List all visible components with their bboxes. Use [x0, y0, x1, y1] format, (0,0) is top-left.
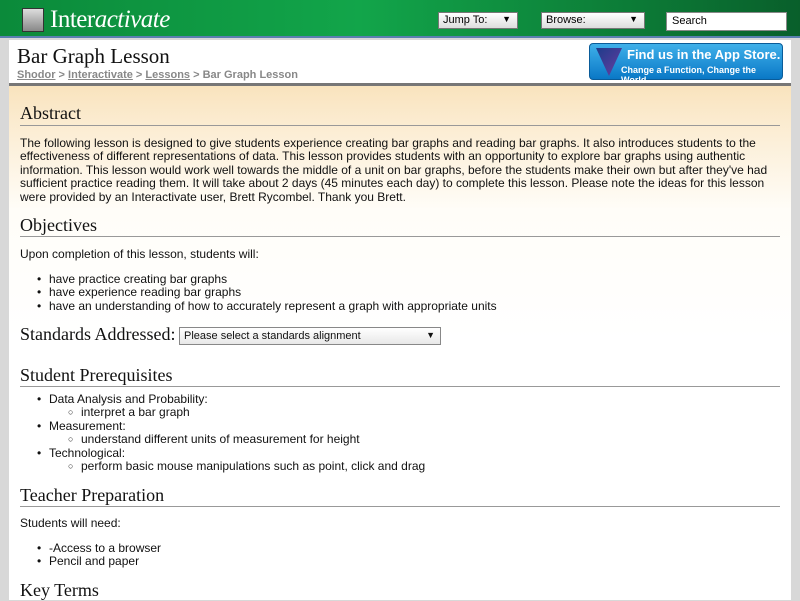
- search-input[interactable]: Search: [666, 12, 787, 31]
- sub-item: ○ understand different units of measurement for height: [81, 433, 425, 446]
- page-title: Bar Graph Lesson: [17, 44, 170, 68]
- list-item: • -Access to a browser: [49, 542, 161, 555]
- breadcrumb-shodor[interactable]: Shodor: [17, 69, 56, 81]
- dropdown-arrow-icon: ▼: [502, 14, 511, 24]
- divider: [20, 125, 780, 126]
- app-store-banner[interactable]: Find us in the App Store. Change a Function, Change the World: [589, 43, 783, 80]
- objectives-intro: Upon completion of this lesson, students will:: [20, 247, 259, 261]
- prep-intro: Students will need:: [20, 516, 121, 530]
- standards-select[interactable]: Please select a standards alignment ▼: [179, 327, 441, 345]
- standards-heading: Standards Addressed:: [20, 324, 176, 344]
- objectives-list: [49, 273, 497, 313]
- breadcrumb-lessons[interactable]: Lessons: [145, 69, 191, 81]
- objectives-heading: Objectives: [20, 215, 97, 235]
- abstract-text: The following lesson is designed to give students experience creating bar graphs and reading bar graphs. It also introduces students to the effectiveness of different representations of data. This lesson provides students with an opportunity to explore bar graphs using authentic information. This lesson would work well towards the middle of a unit on bar graphs, before the students make their own but after they've had sufficient practice reading them. It will take about 2 days (45 minutes each day) to complete this lesson. Please note the ideas for this lesson were provided by an Interactivate user, Brett Rycombel. Thank you Brett.: [20, 136, 768, 204]
- title-bar: [9, 40, 791, 86]
- list-item: • have experience reading bar graphs: [49, 286, 497, 299]
- prerequisites-heading: Student Prerequisites: [20, 365, 173, 385]
- divider: [20, 506, 780, 507]
- list-item: • Data Analysis and Probability: ○ interpret a bar graph: [49, 393, 425, 420]
- list-item: • have practice creating bar graphs: [49, 273, 497, 286]
- list-item: • Measurement: ○ understand different units of measurement for height: [49, 420, 425, 447]
- shodor-logo-icon: [596, 48, 622, 76]
- list-item: • have an understanding of how to accurately represent a graph with appropriate units: [49, 300, 497, 313]
- interactivate-logo[interactable]: Inter activate: [22, 6, 170, 34]
- divider: [20, 236, 780, 237]
- jump-to-select[interactable]: Jump To: ▼: [438, 12, 518, 29]
- list-item: • Technological: ○ perform basic mouse manipulations such as point, click and drag: [49, 447, 425, 474]
- divider: [20, 386, 780, 387]
- list-item: • Pencil and paper: [49, 555, 161, 568]
- reader-icon: [22, 8, 44, 32]
- breadcrumb-interactivate[interactable]: Interactivate: [68, 69, 133, 81]
- breadcrumb-current: Bar Graph Lesson: [202, 69, 298, 81]
- dropdown-arrow-icon: ▼: [629, 14, 638, 24]
- prerequisites-list: [49, 393, 425, 473]
- sub-item: ○ interpret a bar graph: [81, 406, 425, 419]
- dropdown-arrow-icon: ▼: [426, 330, 435, 340]
- key-terms-heading: Key Terms: [20, 580, 99, 600]
- browse-select[interactable]: Browse: ▼: [541, 12, 645, 29]
- content-area: [9, 40, 791, 600]
- abstract-heading: Abstract: [20, 103, 81, 123]
- prep-list: [49, 542, 161, 569]
- site-header: [0, 0, 800, 38]
- teacher-prep-heading: Teacher Preparation: [20, 485, 165, 505]
- breadcrumb: Shodor > Interactivate > Lessons > Bar Graph Lesson: [17, 69, 298, 81]
- sub-item: ○ perform basic mouse manipulations such as point, click and drag: [81, 460, 425, 473]
